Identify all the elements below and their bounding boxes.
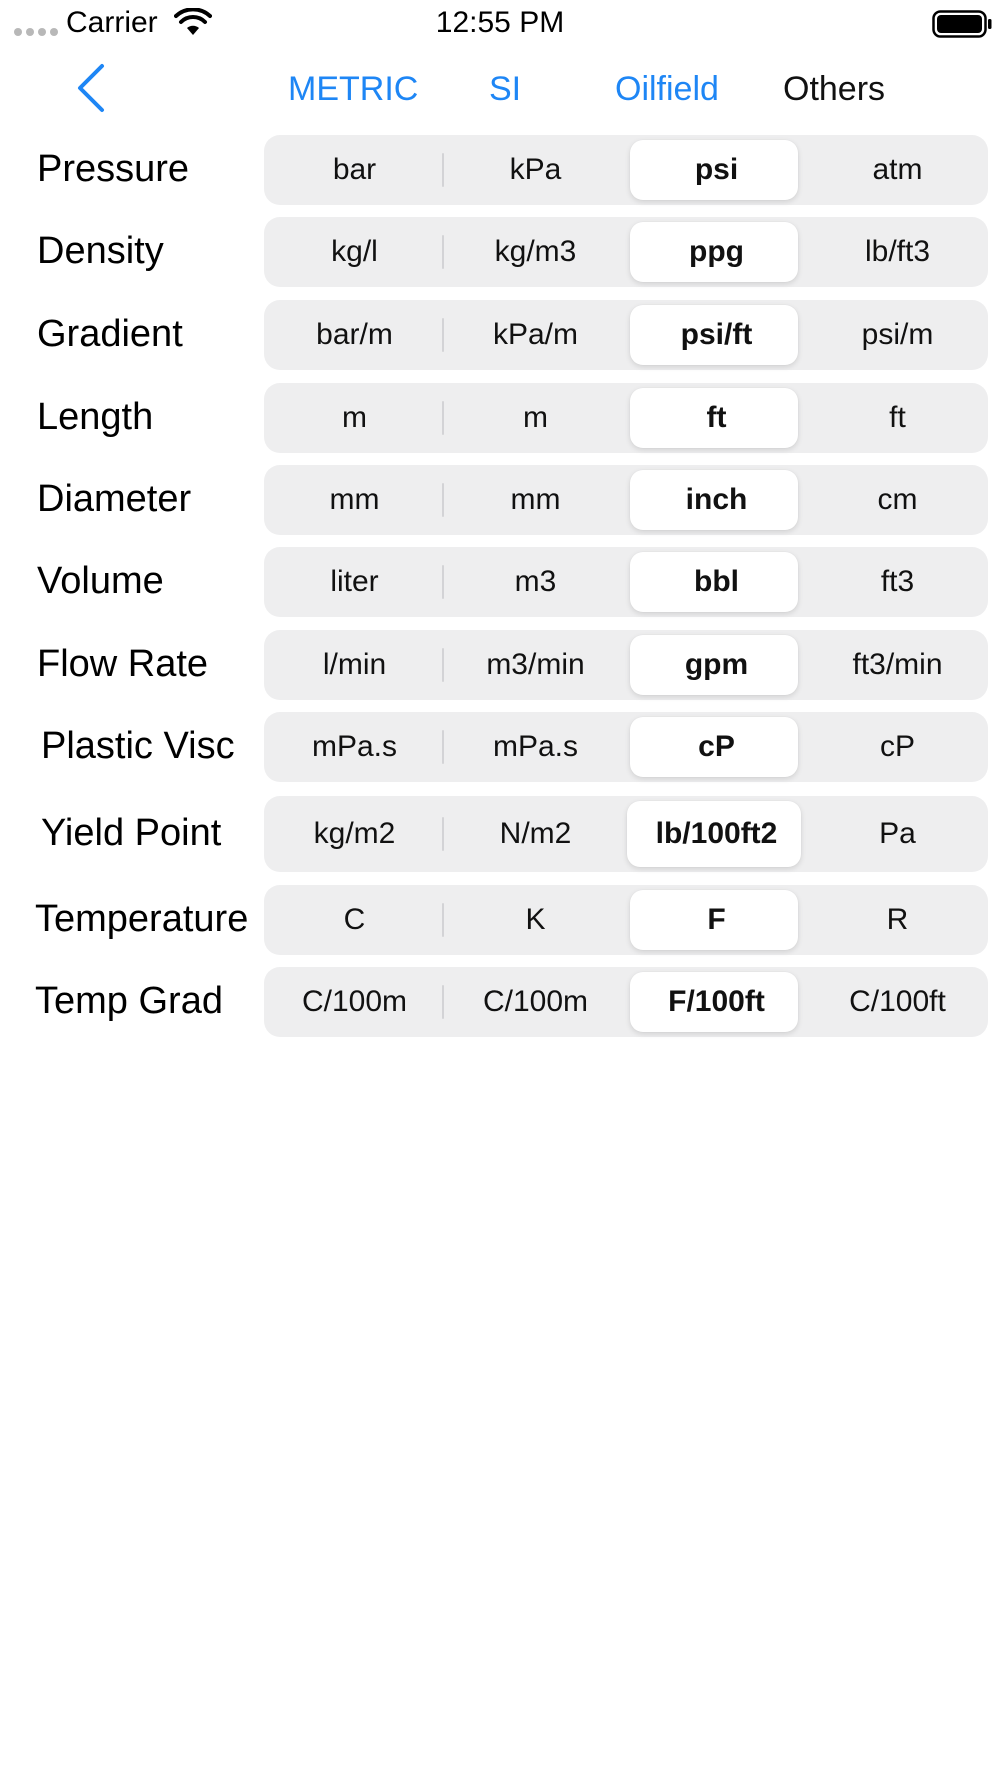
segment-option[interactable]: lb/ft3 [864, 235, 931, 268]
segment-option[interactable]: kPa/m [492, 318, 579, 351]
segment-option-selected[interactable]: psi/ft [680, 318, 753, 351]
unit-segmented-control [264, 630, 988, 700]
segment-option[interactable]: atm [872, 153, 923, 186]
unit-row-label: Diameter [37, 478, 192, 520]
tab-si[interactable]: SI [489, 70, 522, 108]
chevron-left-icon[interactable] [70, 58, 114, 118]
segment-option[interactable]: m [342, 401, 367, 434]
unit-row-length [0, 383, 1000, 453]
unit-row-temp-grad [0, 967, 1000, 1037]
unit-row-gradient [0, 300, 1000, 370]
segment-option[interactable]: bar [332, 153, 377, 186]
unit-segmented-control [264, 547, 988, 617]
segment-option[interactable]: C/100ft [849, 985, 946, 1018]
unit-row-diameter [0, 465, 1000, 535]
unit-row-flow-rate [0, 630, 1000, 700]
segment-option-selected[interactable]: psi [694, 153, 739, 186]
unit-row-label: Pressure [37, 148, 190, 190]
unit-row-label: Volume [37, 560, 164, 602]
status-bar [0, 0, 1000, 50]
segment-option[interactable]: R [886, 903, 909, 936]
unit-row-yield-point [0, 796, 1000, 872]
segment-option[interactable]: C [343, 903, 366, 936]
unit-segmented-control [264, 300, 988, 370]
unit-row-volume [0, 547, 1000, 617]
segment-option[interactable]: mm [329, 483, 380, 516]
segment-option-selected[interactable]: lb/100ft2 [655, 817, 778, 850]
segment-option[interactable]: m [523, 401, 548, 434]
segment-option[interactable]: ft3/min [852, 648, 943, 681]
segment-option[interactable]: kg/m3 [494, 235, 577, 268]
segment-option[interactable]: bar/m [316, 318, 393, 351]
tab-oilfield[interactable]: Oilfield [615, 70, 719, 108]
nav-bar [0, 52, 1000, 128]
unit-row-density [0, 217, 1000, 287]
carrier-name: Carrier [66, 6, 158, 39]
unit-segmented-control [264, 217, 988, 287]
segment-option-selected[interactable]: ppg [689, 235, 744, 268]
segment-option[interactable]: m3/min [486, 648, 585, 681]
segment-option[interactable]: ft [889, 401, 906, 434]
segment-option[interactable]: liter [330, 565, 379, 598]
unit-row-label: Flow Rate [37, 643, 209, 685]
segment-option[interactable]: C/100m [301, 985, 408, 1018]
battery-icon [932, 10, 992, 38]
segment-option-selected[interactable]: bbl [694, 565, 739, 598]
segment-option[interactable]: mm [510, 483, 561, 516]
unit-row-label: Temperature [35, 898, 249, 940]
tab-metric[interactable]: METRIC [288, 70, 419, 108]
tab-others[interactable]: Others [783, 70, 886, 108]
segment-option-selected[interactable]: ft [706, 401, 727, 434]
segment-option[interactable]: psi/m [861, 318, 934, 351]
unit-segmented-control [264, 885, 988, 955]
segment-option[interactable]: mPa.s [311, 730, 398, 763]
unit-row-label: Yield Point [41, 812, 222, 854]
segment-option-selected[interactable]: inch [685, 483, 748, 516]
segment-option[interactable]: m3 [514, 565, 557, 598]
segment-option[interactable]: kg/l [331, 235, 378, 268]
segment-option[interactable]: N/m2 [499, 817, 572, 850]
segment-option-selected[interactable]: F [707, 903, 726, 936]
segment-option-selected[interactable]: F/100ft [668, 985, 765, 1018]
segment-option[interactable]: kg/m2 [313, 817, 396, 850]
unit-row-pressure [0, 135, 1000, 205]
unit-segmented-control [264, 383, 988, 453]
unit-row-label: Density [37, 230, 164, 272]
unit-row-temperature [0, 885, 1000, 955]
segment-option[interactable]: kPa [509, 153, 562, 186]
unit-segmented-control [264, 712, 988, 782]
status-time: 12:55 PM [435, 6, 565, 39]
segment-option-selected[interactable]: gpm [684, 648, 749, 681]
segment-option[interactable]: mPa.s [492, 730, 579, 763]
unit-row-label: Length [37, 396, 154, 438]
unit-segmented-control [264, 135, 988, 205]
unit-segmented-control [264, 465, 988, 535]
segment-option[interactable]: K [525, 903, 546, 936]
segment-option[interactable]: ft3 [880, 565, 915, 598]
segment-option[interactable]: C/100m [482, 985, 589, 1018]
unit-row-plastic-visc [0, 712, 1000, 782]
segment-option[interactable]: l/min [322, 648, 387, 681]
unit-row-label: Gradient [37, 313, 183, 355]
unit-segmented-control [264, 796, 988, 872]
unit-row-label: Temp Grad [35, 980, 223, 1022]
segment-option[interactable]: cP [879, 730, 915, 763]
unit-row-label: Plastic Visc [41, 725, 235, 767]
unit-segmented-control [264, 967, 988, 1037]
segment-option-selected[interactable]: cP [698, 730, 735, 763]
segment-option[interactable]: cm [877, 483, 918, 516]
segment-option[interactable]: Pa [879, 817, 916, 850]
